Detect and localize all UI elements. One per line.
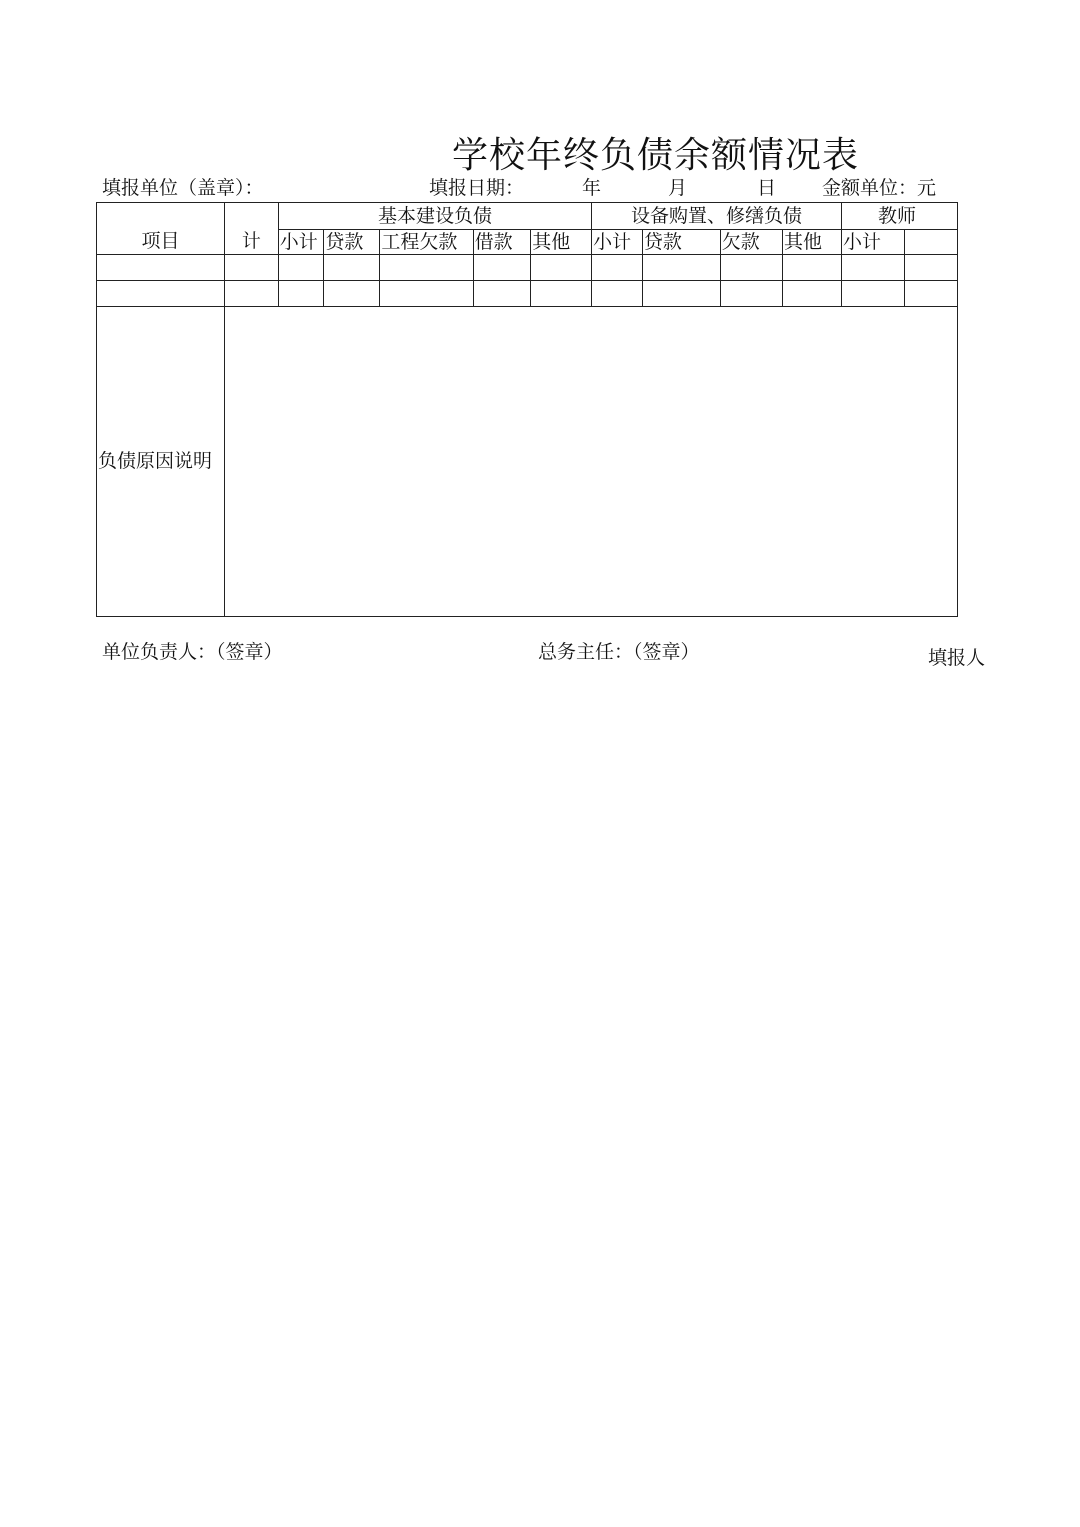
subheader-g3-cell xyxy=(904,230,957,255)
table-cell[interactable] xyxy=(783,281,842,307)
table-cell[interactable] xyxy=(380,255,473,281)
amount-unit-label: 金额单位：元 xyxy=(822,177,937,199)
table-cell[interactable] xyxy=(592,281,643,307)
header-basic-construction-debt: 基本建设负债 xyxy=(278,203,591,230)
unit-leader-signature-label: 单位负责人：（签章） xyxy=(102,641,283,663)
table-cell[interactable] xyxy=(904,281,957,307)
table-cell[interactable] xyxy=(278,281,324,307)
table-cell[interactable] xyxy=(841,281,904,307)
debt-table-container xyxy=(96,202,958,618)
subheader-g2-arrears: 欠款 xyxy=(720,230,782,255)
header-equipment-repair-debt: 设备购置、修缮负债 xyxy=(592,203,842,230)
table-cell[interactable] xyxy=(720,281,782,307)
subheader-g1-borrowing: 借款 xyxy=(473,230,531,255)
table-cell[interactable] xyxy=(380,281,473,307)
reporting-unit-label: 填报单位（盖章）： xyxy=(102,177,264,199)
table-cell[interactable] xyxy=(783,255,842,281)
table-cell[interactable] xyxy=(97,281,225,307)
general-affairs-director-signature-label: 总务主任：（签章） xyxy=(538,641,700,663)
date-day-label: 日 xyxy=(757,177,777,199)
debt-reason-field[interactable] xyxy=(225,307,958,617)
subheader-g2-other: 其他 xyxy=(783,230,842,255)
subheader-g1-other: 其他 xyxy=(531,230,592,255)
table-cell[interactable] xyxy=(531,255,592,281)
subheader-g1-project-arrears: 工程欠款 xyxy=(380,230,473,255)
table-cell[interactable] xyxy=(324,255,380,281)
date-month-label: 月 xyxy=(668,177,688,199)
table-cell[interactable] xyxy=(324,281,380,307)
filler-signature-label: 填报人 xyxy=(928,647,986,669)
table-cell[interactable] xyxy=(904,255,957,281)
report-date-label: 填报日期： xyxy=(429,177,525,199)
subheader-g3-subtotal: 小计 xyxy=(841,230,904,255)
subheader-g1-subtotal: 小计 xyxy=(278,230,324,255)
table-row xyxy=(97,281,958,307)
table-cell[interactable] xyxy=(225,255,279,281)
date-year-label: 年 xyxy=(582,177,602,199)
subheader-g2-subtotal: 小计 xyxy=(592,230,643,255)
table-cell[interactable] xyxy=(225,281,279,307)
header-total: 计 xyxy=(225,203,279,255)
table-cell[interactable] xyxy=(473,255,531,281)
table-cell[interactable] xyxy=(642,255,720,281)
table-cell[interactable] xyxy=(473,281,531,307)
debt-reason-label: 负债原因说明 xyxy=(97,307,225,617)
table-cell[interactable] xyxy=(278,255,324,281)
table-cell[interactable] xyxy=(531,281,592,307)
page-title: 学校年终负债余额情况表 xyxy=(452,135,860,176)
subheader-g1-loan: 贷款 xyxy=(324,230,380,255)
table-cell[interactable] xyxy=(642,281,720,307)
debt-table xyxy=(96,202,958,617)
table-cell[interactable] xyxy=(720,255,782,281)
table-cell[interactable] xyxy=(97,255,225,281)
filler-label-clip xyxy=(900,640,986,670)
subheader-g2-loan: 贷款 xyxy=(642,230,720,255)
table-row xyxy=(97,255,958,281)
table-cell[interactable] xyxy=(841,255,904,281)
header-teacher-debt: 教师 xyxy=(841,203,957,230)
table-cell[interactable] xyxy=(592,255,643,281)
header-item: 项目 xyxy=(97,203,225,255)
